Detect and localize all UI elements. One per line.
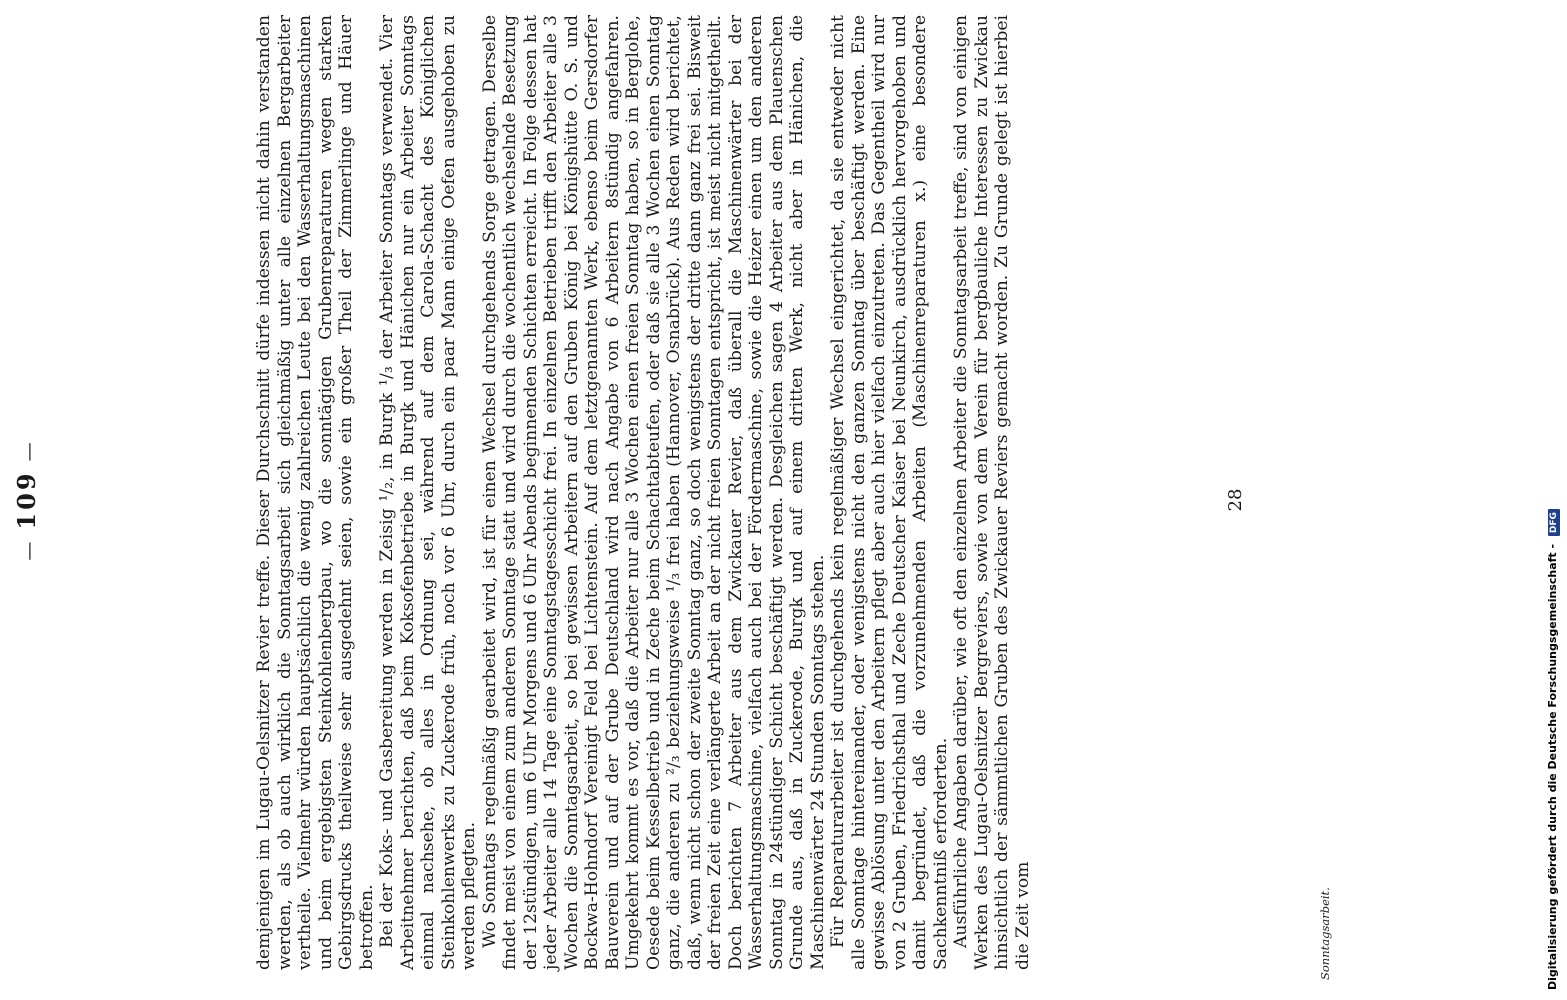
signature-mark: 28 (1225, 488, 1246, 512)
paragraph: demjenigen im Lugau-Oelsnitzer Revier treffe. Dieser Durchschnitt dürfe indessen nicht dahin verstanden werden, als ob auch wirklich die Sonntagsarbeit sich gleichmäßig unter alle einzelnen Bergarbeiter vertheile. Vielmehr würden hauptsächlich die wenig zahlreichen Leute bei den Wasserhaltungsmaschinen und beim ergebigsten Steinkohlenbergbau, wo die sonntägigen Grubenreparaturen wegen starken Gebirgsdrucks theilweise sehr ausgedehnt seien, sowie ein großer Theil der Zimmerlinge und Häuer betroffen. (254, 15, 377, 970)
paragraph: Bei der Koks- und Gasbereitung werden in Zeisig ¹/₂, in Burgk ¹/₃ der Arbeiter Sonntags verwendet. Vier Arbeitnehmer berichten, daß beim Koksofenbetriebe in Burgk und Hänichen nur ein Arbeiter Sonntags einmal nachsehe, ob alles in Ordnung sei, während auf dem Carola-Schacht des Königlichen Steinkohlenwerks zu Zuckerode früh, noch vor 6 Uhr, durch ein paar Mann einige Oefen ausgehoben zu werden pflegten. (377, 15, 479, 970)
footer-text: Digitalisierung gefördert durch die Deutsche Forschungsgemeinschaft - (1546, 543, 1559, 990)
page-number: 109 (12, 470, 41, 530)
paragraph: Für Reparaturarbeiter ist durchgehends kein regelmäßiger Wechsel eingerichtet, da sie entweder nicht alle Sonntage hintereinander, oder wenigstens nicht den ganzen Sonntag über beschäftigt werden. Eine gewisse Ablösung unter den Arbeitern pflegt aber auch hier vielfach einzutreten. Das Gegentheil wird nur von 2 Gruben, Friedrichsthal und Zeche Deutscher Kaiser bei Neunkirch, ausdrücklich hervorgehoben und damit begründet, daß die vorzunehmenden Arbeiten (Maschinenreparaturen x.) eine besondere Sachkenntniß erforderten. (828, 15, 951, 970)
paragraph: Ausführliche Angaben darüber, wie oft den einzelnen Arbeiter die Sonntagsarbeit treffe, sind von einigen Werken des Lugau-Oelsnitzer Bergreviers, sowie von dem Verein für bergbauliche Interessen zu Zwickau hinsichtlich der sämmtlichen Gruben des Zwickauer Reviers gemacht worden. Zu Grunde gelegt ist hierbei die Zeit vom (951, 15, 1033, 970)
body-text (254, 15, 1033, 970)
header-dash-left: — (18, 538, 40, 561)
paragraph: Wo Sonntags regelmäßig gearbeitet wird, ist für einen Wechsel durchgehends Sorge getragen. Derselbe findet meist von einem zum anderen Sonntage statt und wird durch die wochentlich wechselnde Besetzung der 12stündigen, um 6 Uhr Morgens und 6 Uhr Abends beginnenden Schichten erreicht. In Folge dessen hat jeder Arbeiter alle 14 Tage eine Sonntagstagesschicht frei. In einzelnen Betrieben trifft den Arbeiter alle 3 Wochen die Sonntagsarbeit, so bei gewissen Arbeitern auf den Gruben König bei Königshütte O. S. und Bockwa-Hohndorf Vereinigt Feld bei Lichtenstein. Auf dem letztgenannten Werk, ebenso beim Gersdorfer Bauverein und auf der Grube Deutschland wird nach Angabe von 6 Arbeitern 8stündig angefahren. Umgekehrt kommt es vor, daß die Arbeiter nur alle 3 Wochen einen freien Sonntag haben, so in Berglohe, Oesede beim Kesselbetrieb und in Zeche beim Schachtabteufen, oder daß sie alle 3 Wochen einen Sonntag ganz, die anderen zu ²/₃ beziehungsweise ¹/₃ frei haben (Hannover, Osnabrück). Aus Reden wird berichtet, daß, wenn nicht schon der zweite Sonntag ganz, so doch wenigstens der dritte dann ganz frei sei. Bisweit der freien Zeit eine verlängerte Arbeit an der nicht freien Sonntagen entspricht, ist meist nicht mitgetheilt. Doch berichten 7 Arbeiter aus dem Zwickauer Revier, daß überall die Maschinenwärter bei der Wasserhaltungsmaschine, vielfach auch bei der Fördermaschine, sowie die Heizer einen um den anderen Sonntag in 24stündiger Schicht beschäftigt werden. Desgleichen sagen 4 Arbeiter aus dem Plauenschen Grunde aus, daß in Zuckerode, Burgk und auf einem dritten Werk, nicht aber in Hänichen, die Maschinenwärter 24 Stunden Sonntags stehen. (479, 15, 828, 970)
dfg-logo-icon: DFG (1548, 509, 1560, 536)
digitization-footer (1544, 0, 1567, 1000)
header-dash-right: — (18, 439, 40, 462)
page-header (12, 0, 41, 1000)
margin-note: Sonntagsarbeit. (1318, 887, 1332, 980)
